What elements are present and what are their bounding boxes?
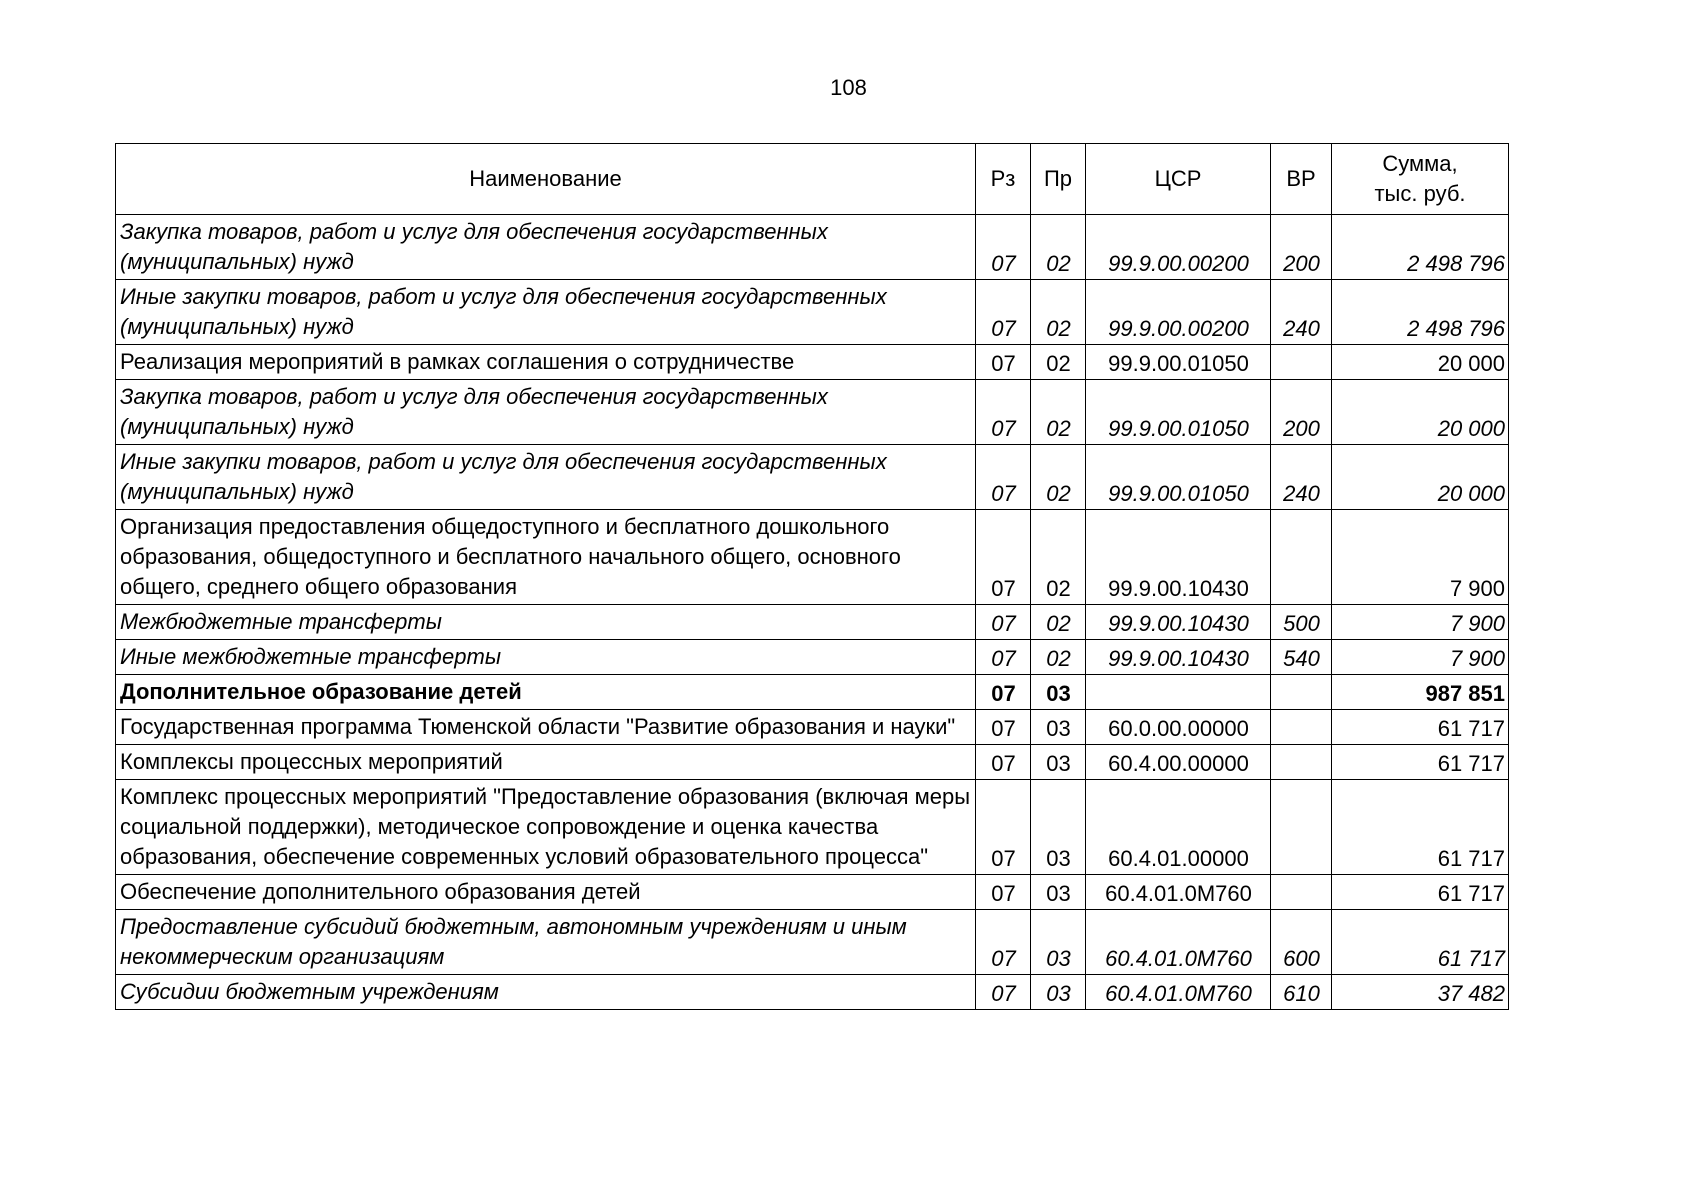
table-row [116, 780, 1509, 875]
cell-csr: 99.9.00.00200 [1086, 215, 1271, 280]
table-row [116, 345, 1509, 380]
table-header-row [116, 144, 1509, 215]
cell-rz: 07 [976, 345, 1031, 380]
table-row [116, 510, 1509, 605]
cell-name: Дополнительное образование детей [116, 675, 976, 710]
cell-sum: 987 851 [1332, 675, 1509, 710]
table-row [116, 380, 1509, 445]
cell-vr [1271, 710, 1332, 745]
cell-sum: 61 717 [1332, 710, 1509, 745]
cell-name: Иные межбюджетные трансферты [116, 640, 976, 675]
table-row [116, 215, 1509, 280]
cell-rz: 07 [976, 640, 1031, 675]
table-body [116, 215, 1509, 1010]
cell-vr [1271, 875, 1332, 910]
table-row [116, 975, 1509, 1010]
cell-name: Межбюджетные трансферты [116, 605, 976, 640]
cell-sum: 7 900 [1332, 510, 1509, 605]
table-row [116, 445, 1509, 510]
cell-rz: 07 [976, 215, 1031, 280]
cell-pr: 03 [1031, 710, 1086, 745]
table-row [116, 910, 1509, 975]
header-sum-line2: тыс. руб. [1374, 181, 1466, 206]
cell-csr: 60.4.00.00000 [1086, 745, 1271, 780]
cell-pr: 03 [1031, 975, 1086, 1010]
cell-pr: 02 [1031, 345, 1086, 380]
cell-vr: 600 [1271, 910, 1332, 975]
cell-pr: 03 [1031, 675, 1086, 710]
cell-csr [1086, 675, 1271, 710]
cell-pr: 02 [1031, 445, 1086, 510]
cell-name: Обеспечение дополнительного образования детей [116, 875, 976, 910]
table-row [116, 605, 1509, 640]
cell-sum: 7 900 [1332, 640, 1509, 675]
cell-rz: 07 [976, 975, 1031, 1010]
cell-sum: 2 498 796 [1332, 215, 1509, 280]
cell-sum: 20 000 [1332, 445, 1509, 510]
cell-rz: 07 [976, 875, 1031, 910]
cell-name: Закупка товаров, работ и услуг для обеспечения государственных (муниципальных) нужд [116, 380, 976, 445]
cell-sum: 37 482 [1332, 975, 1509, 1010]
table-row [116, 280, 1509, 345]
cell-pr: 02 [1031, 510, 1086, 605]
cell-csr: 99.9.00.10430 [1086, 510, 1271, 605]
cell-name: Закупка товаров, работ и услуг для обеспечения государственных (муниципальных) нужд [116, 215, 976, 280]
cell-sum: 61 717 [1332, 745, 1509, 780]
cell-csr: 99.9.00.01050 [1086, 380, 1271, 445]
cell-rz: 07 [976, 605, 1031, 640]
cell-rz: 07 [976, 780, 1031, 875]
cell-vr [1271, 780, 1332, 875]
cell-pr: 03 [1031, 910, 1086, 975]
cell-vr [1271, 675, 1332, 710]
cell-vr: 540 [1271, 640, 1332, 675]
cell-sum: 61 717 [1332, 910, 1509, 975]
cell-vr [1271, 345, 1332, 380]
cell-vr: 610 [1271, 975, 1332, 1010]
cell-pr: 03 [1031, 875, 1086, 910]
cell-name: Реализация мероприятий в рамках соглашения о сотрудничестве [116, 345, 976, 380]
cell-name: Иные закупки товаров, работ и услуг для обеспечения государственных (муниципальных) нужд [116, 445, 976, 510]
cell-csr: 99.9.00.01050 [1086, 445, 1271, 510]
header-vr: ВР [1271, 144, 1332, 215]
cell-rz: 07 [976, 710, 1031, 745]
cell-sum: 61 717 [1332, 780, 1509, 875]
cell-vr [1271, 510, 1332, 605]
cell-pr: 02 [1031, 605, 1086, 640]
cell-rz: 07 [976, 910, 1031, 975]
cell-sum: 20 000 [1332, 345, 1509, 380]
cell-rz: 07 [976, 745, 1031, 780]
cell-csr: 99.9.00.10430 [1086, 640, 1271, 675]
cell-csr: 60.4.01.0М760 [1086, 910, 1271, 975]
cell-csr: 99.9.00.01050 [1086, 345, 1271, 380]
cell-pr: 02 [1031, 640, 1086, 675]
cell-sum: 61 717 [1332, 875, 1509, 910]
cell-rz: 07 [976, 675, 1031, 710]
cell-rz: 07 [976, 510, 1031, 605]
cell-vr: 240 [1271, 280, 1332, 345]
cell-csr: 60.0.00.00000 [1086, 710, 1271, 745]
budget-table [115, 143, 1509, 1010]
cell-vr [1271, 745, 1332, 780]
table-row [116, 675, 1509, 710]
header-sum-line1: Сумма, [1382, 151, 1458, 176]
cell-name: Организация предоставления общедоступного и бесплатного дошкольного образования, общедоступного и бесплатного начального общего, основного общего, среднего общего образования [116, 510, 976, 605]
cell-pr: 03 [1031, 780, 1086, 875]
cell-name: Комплекс процессных мероприятий "Предоставление образования (включая меры социальной поддержки), методическое сопровождение и оценка качества образования, обеспечение современных условий образовательного процесса" [116, 780, 976, 875]
cell-csr: 99.9.00.00200 [1086, 280, 1271, 345]
header-rz: Рз [976, 144, 1031, 215]
table-row [116, 710, 1509, 745]
page-number: 108 [830, 75, 867, 100]
cell-name: Предоставление субсидий бюджетным, автономным учреждениям и иным некоммерческим организациям [116, 910, 976, 975]
cell-csr: 60.4.01.00000 [1086, 780, 1271, 875]
cell-rz: 07 [976, 445, 1031, 510]
cell-pr: 03 [1031, 745, 1086, 780]
header-name: Наименование [116, 144, 976, 215]
cell-pr: 02 [1031, 215, 1086, 280]
cell-sum: 20 000 [1332, 380, 1509, 445]
cell-vr: 500 [1271, 605, 1332, 640]
cell-name: Иные закупки товаров, работ и услуг для обеспечения государственных (муниципальных) нужд [116, 280, 976, 345]
cell-csr: 60.4.01.0М760 [1086, 875, 1271, 910]
table-row [116, 745, 1509, 780]
header-sum [1332, 144, 1509, 215]
table-row [116, 875, 1509, 910]
table-row [116, 640, 1509, 675]
cell-csr: 99.9.00.10430 [1086, 605, 1271, 640]
cell-name: Комплексы процессных мероприятий [116, 745, 976, 780]
header-csr: ЦСР [1086, 144, 1271, 215]
cell-name: Государственная программа Тюменской области "Развитие образования и науки" [116, 710, 976, 745]
cell-name: Субсидии бюджетным учреждениям [116, 975, 976, 1010]
cell-rz: 07 [976, 280, 1031, 345]
cell-vr: 240 [1271, 445, 1332, 510]
cell-csr: 60.4.01.0М760 [1086, 975, 1271, 1010]
cell-vr: 200 [1271, 215, 1332, 280]
cell-rz: 07 [976, 380, 1031, 445]
cell-sum: 7 900 [1332, 605, 1509, 640]
cell-pr: 02 [1031, 280, 1086, 345]
cell-sum: 2 498 796 [1332, 280, 1509, 345]
cell-vr: 200 [1271, 380, 1332, 445]
header-pr: Пр [1031, 144, 1086, 215]
cell-pr: 02 [1031, 380, 1086, 445]
